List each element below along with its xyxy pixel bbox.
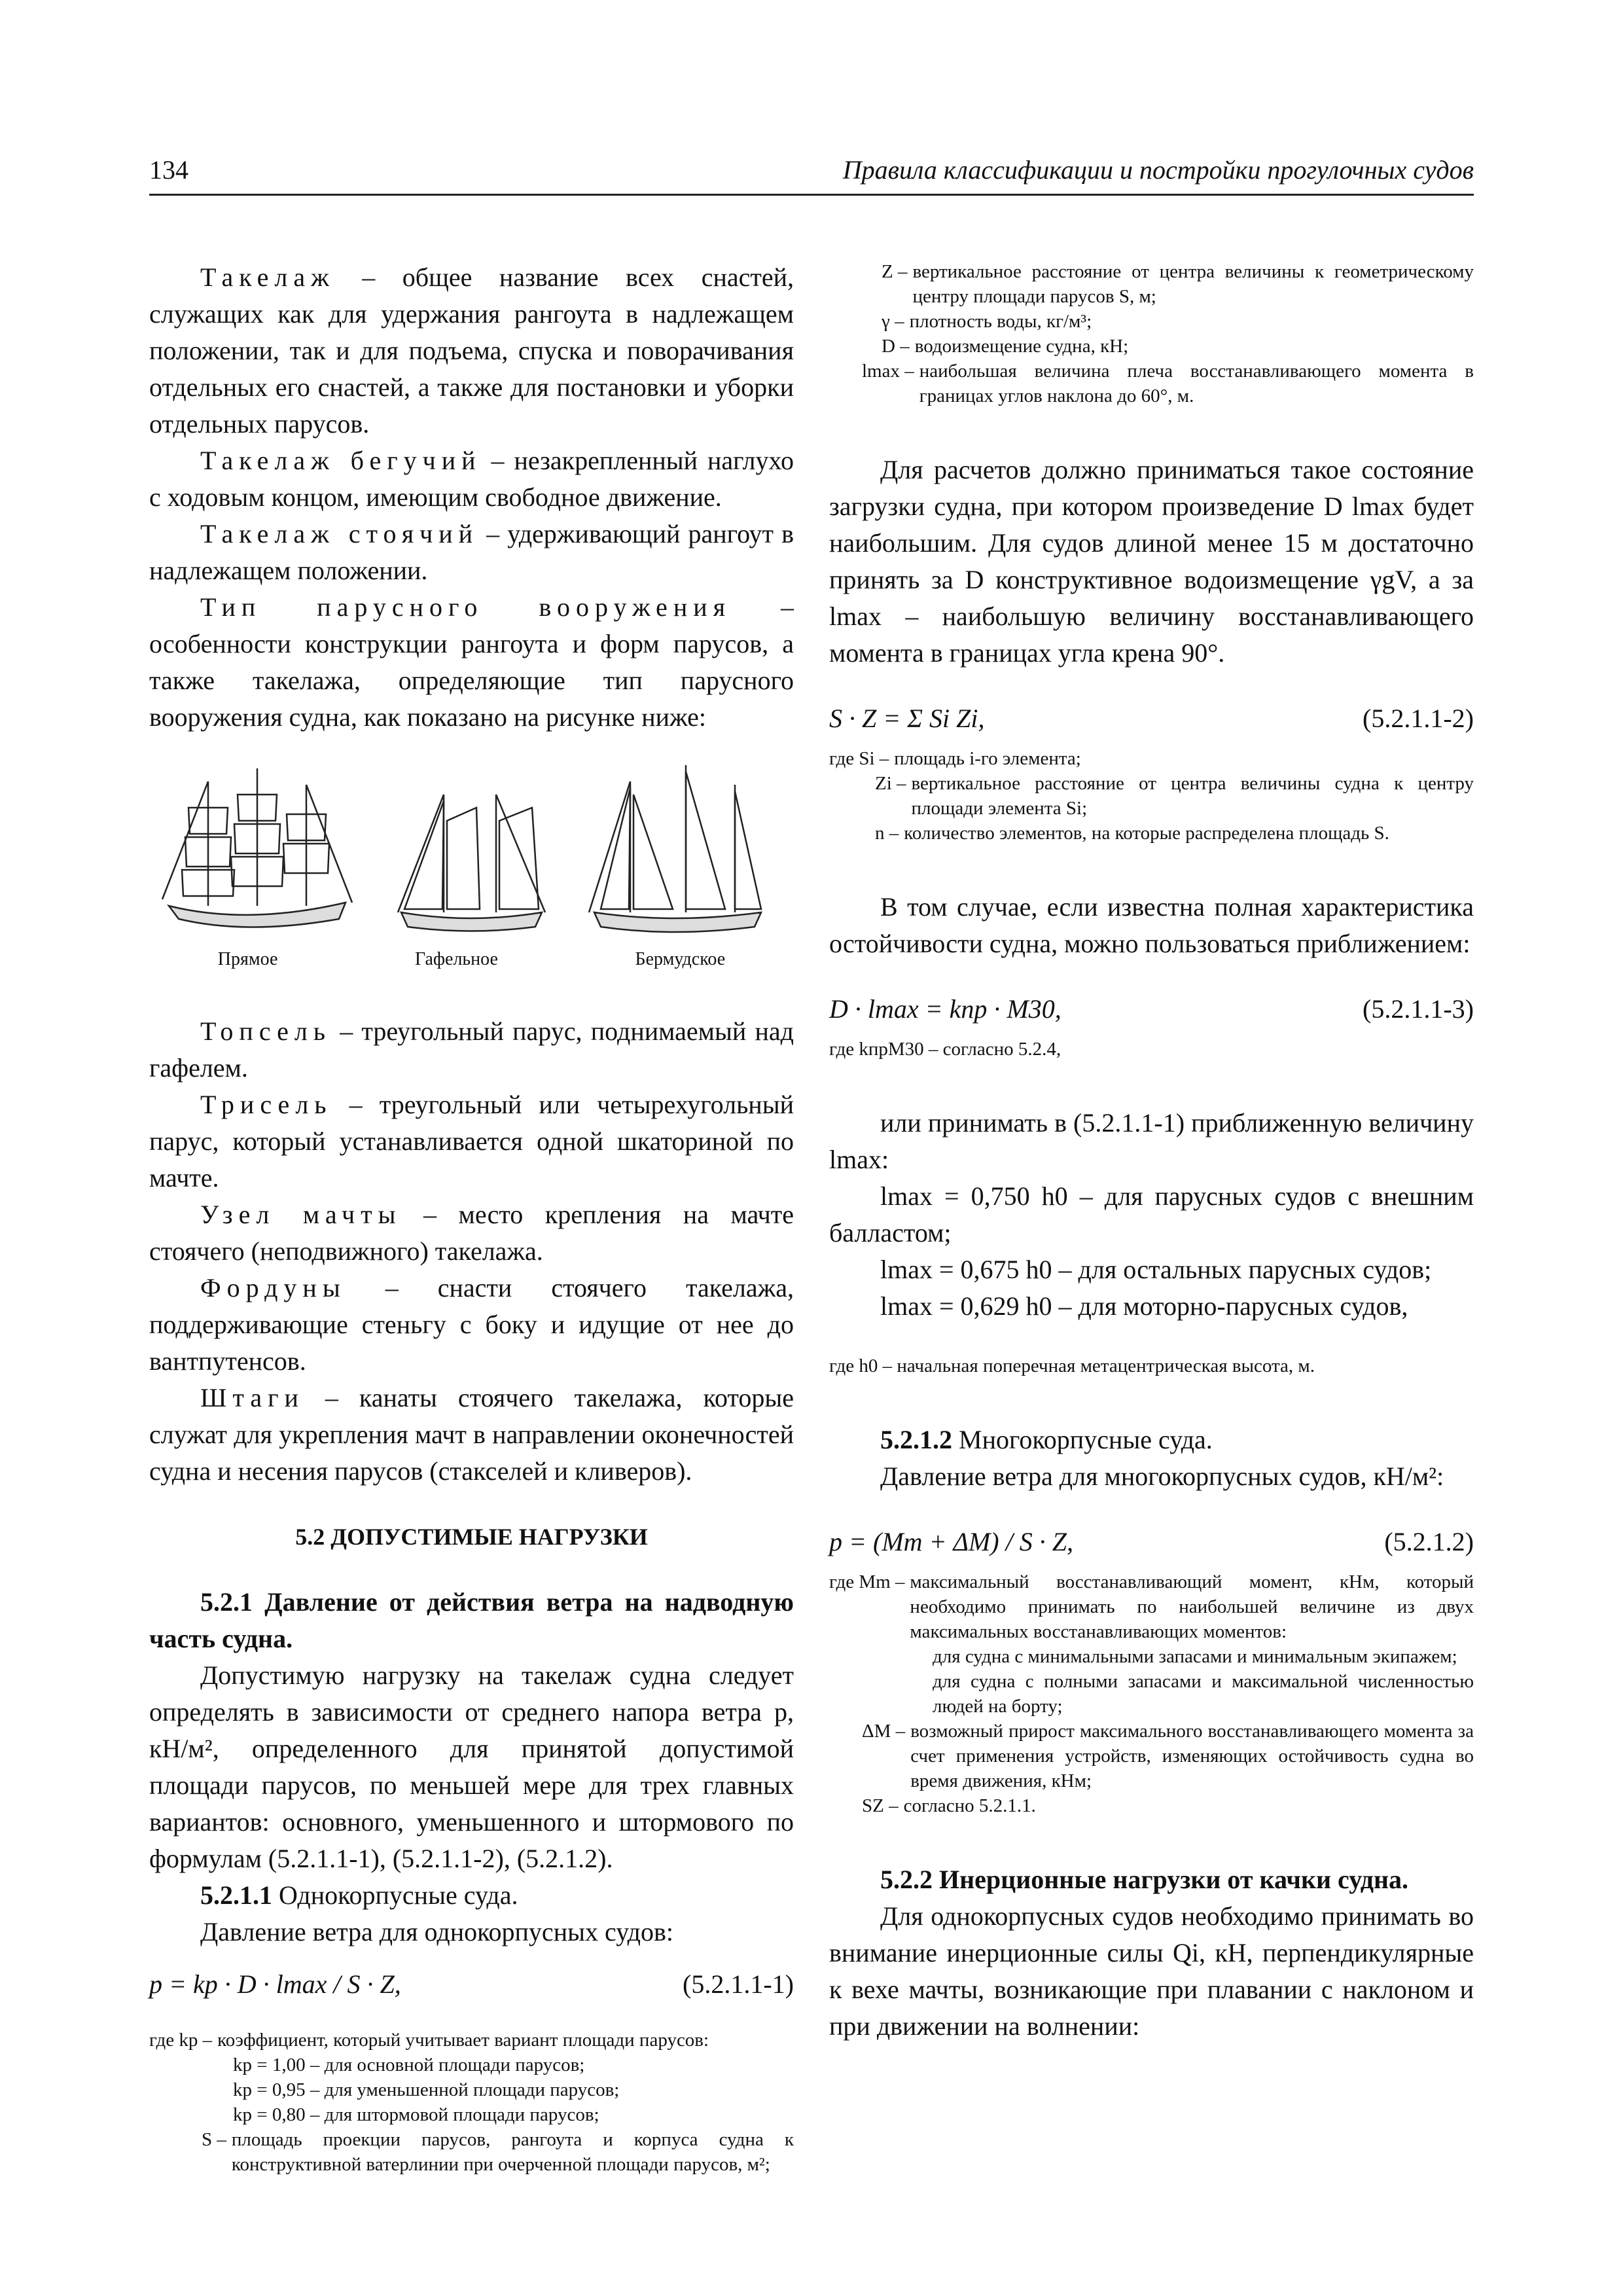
legend-formula-2: где Si – площадь i-го элемента; Zi – вертикальное расстояние от центра величины судна к центру площади элемента Si; n – количество элементов, на которые распределена площадь S.: [829, 748, 1474, 844]
paragraph-wind-load: Допустимую нагрузку на такелаж судна следует определять в зависимости от среднего напора ветра p, кН/м², определенного для принятой допустимой площади парусов, по меньшей мере для трех главных вариантов: основного, уменьшенного и штормового по формулам (5.2.1.1-1), (5.2.1.1-2), (5.2.1.2).: [149, 1660, 794, 1873]
definition-trisel: Трисель – треугольный или четырехугольный парус, который устанавливается одной шкаториной по мачте.: [149, 1090, 794, 1193]
subsection-heading-5-2-2: 5.2.2 Инерционные нагрузки от качки судна.: [880, 1865, 1409, 1894]
definition-stoyachiy: Такелаж стоячий – удерживающий рангоут в надлежащем положении.: [149, 519, 794, 585]
paragraph-multihull: 5.2.1.2 Многокорпусные суда.: [880, 1425, 1213, 1454]
definition-takelazh: Такелаж – общее название всех снастей, служащих как для удержания рангоута в надлежащем положении, так и для подъема, спуска и поворачивания отдельных его снастей, а также для постановки и уборки отдельных парусов.: [149, 262, 794, 439]
definition-topsel: Топсель – треугольный парус, поднимаемый над гафелем.: [149, 1016, 794, 1083]
formula-5-2-1-1-2: S · Z = Σ Si Zi, (5.2.1.1-2): [829, 704, 1474, 733]
paragraph-multihull-pressure: Давление ветра для многокорпусных судов, кН/м²:: [880, 1462, 1444, 1491]
definition-shtagi: Штаги – канаты стоячего такелажа, которые служат для укрепления мачт в направлении оконечностей судна и несения парусов (стакселей и кливеров).: [149, 1383, 794, 1486]
page-number: 134: [149, 155, 188, 185]
definition-tip-vooruzheniya: Тип парусного вооружения – особенности конструкции рангоута и форм парусов, а также такелажа, определяющие тип парусного вооружения судна, как показано на рисунке ниже:: [149, 592, 794, 732]
formula-5-2-1-2: p = (Mm + ΔM) / S · Z, (5.2.1.2): [829, 1527, 1474, 1556]
lmax-motor-sailing: lmax = 0,629 h0 – для моторно-парусных судов,: [880, 1291, 1408, 1321]
subsection-heading-5-2-1: 5.2.1 Давление от действия ветра на надводную часть судна.: [149, 1587, 794, 1653]
right-column: [829, 259, 1474, 2045]
sail-rig-drawings: [149, 755, 794, 952]
paragraph-monohull: 5.2.1.1 Однокорпусные суда.: [200, 1880, 518, 1910]
legend-formula-3: где kпрM30 – согласно 5.2.4,: [829, 1039, 1061, 1060]
running-title: Правила классификации и постройки прогулочных судов: [842, 155, 1474, 185]
paragraph-load-state: Для расчетов должно приниматься такое состояние загрузки судна, при котором произведение D lmax будет наибольшим. Для судов длиной менее 15 м достаточно принять за D конструктивное водоизмещение γgV, а за lmax – наибольшую величину восстанавливающего момента в границах угла крена 90°.: [829, 455, 1474, 668]
paragraph-stability-approx: В том случае, если известна полная характеристика остойчивости судна, можно пользоваться приближением:: [829, 892, 1474, 958]
lmax-external-ballast: lmax = 0,750 h0 – для парусных судов с внешним балластом;: [829, 1181, 1474, 1247]
left-column: [149, 259, 794, 2177]
caption-gaff: Гафельное: [414, 949, 498, 969]
paragraph-lmax-approx: или принимать в (5.2.1.1-1) приближенную величину lmax:: [829, 1108, 1474, 1174]
legend-formula-1: где kp – коэффициент, который учитывает вариант площади парусов: kp = 1,00 – для основной площади парусов; kp = 0,95 – для уменьшенной площади парусов; kp = 0,80 – для штормовой площади парусов; S – площадь проекции парусов, рангоута и корпуса судна к конструктивной ватерлинии при очерченной площади парусов, м²;: [149, 2030, 794, 2175]
caption-bermuda: Бермудское: [635, 949, 726, 969]
legend-h0: где h0 – начальная поперечная метацентрическая высота, м.: [829, 1355, 1315, 1376]
bermuda-rig-ship-drawing: [589, 765, 761, 932]
caption-square: Прямое: [217, 949, 278, 969]
square-rig-ship-drawing: [162, 768, 352, 927]
formula-5-2-1-1-3: D · lmax = kпр · M30, (5.2.1.1-3): [829, 994, 1474, 1024]
definition-begushchiy: Такелаж бегучий – незакрепленный наглухо с ходовым концом, имеющим свободное движение.: [149, 446, 794, 512]
definition-fordany: Фордуны – снасти стоячего такелажа, поддерживающие стеньгу с боку и идущие от нее до вантпутенсов.: [149, 1273, 794, 1376]
legend-formula-4: где Mm – максимальный восстанавливающий момент, кНм, который необходимо принимать по наибольшей величине из двух максимальных восстанавливающих моментов: для судна с минимальными запасами и минимальным экипажем; для судна с полными запасами и максимальной численностью людей на борту; ΔM – возможный прирост максимального восстанавливающего момента за счет применения устройств, изменяющих остойчивость судна во время движения, кНм; SZ – согласно 5.2.1.1.: [829, 1571, 1474, 1816]
paragraph-inertial-loads: Для однокорпусных судов необходимо принимать во внимание инерционные силы Qi, кН, перпендикулярные к вехе мачты, возникающие при плавании с наклоном и при движении на волнении:: [829, 1901, 1474, 2041]
formula-5-2-1-1-1: p = kp · D · lmax / S · Z, (5.2.1.1-1): [149, 1969, 794, 1999]
section-heading: 5.2 ДОПУСТИМЫЕ НАГРУЗКИ: [295, 1524, 648, 1550]
sail-rig-figure: [149, 755, 794, 978]
definition-uzel-machty: Узел мачты – место крепления на мачте стоячего (неподвижного) такелажа.: [149, 1200, 794, 1266]
paragraph-monohull-pressure: Давление ветра для однокорпусных судов:: [200, 1917, 674, 1946]
lmax-other-sailing: lmax = 0,675 h0 – для остальных парусных судов;: [880, 1255, 1432, 1284]
gaff-rig-ship-drawing: [398, 795, 545, 931]
legend-continued: Z – вертикальное расстояние от центра величины к геометрическому центру площади парусов S, м; γ – плотность воды, кг/м³; D – водоизмещение судна, кН; lmax – наибольшая величина плеча восстанавливающего момента в границах углов наклона до 60°, м.: [862, 261, 1474, 406]
header-rule: [149, 194, 1474, 196]
